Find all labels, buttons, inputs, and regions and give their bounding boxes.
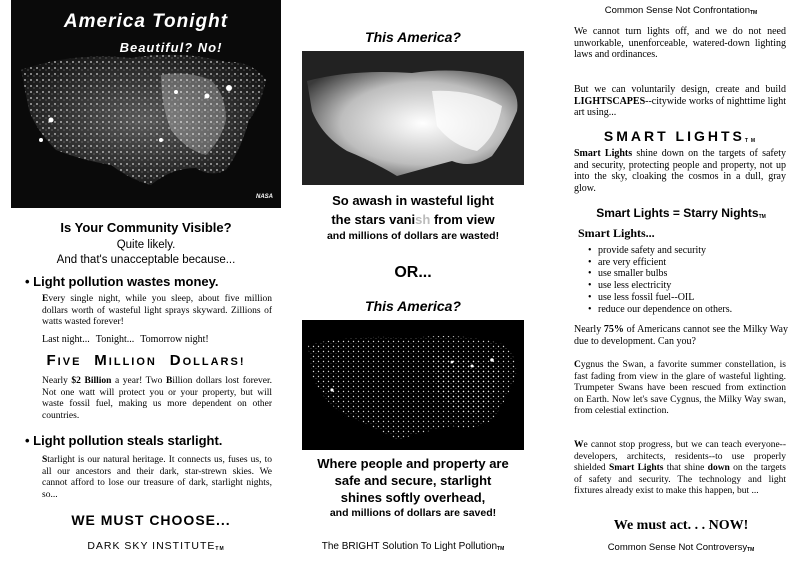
paragraph-lightscapes: But we can voluntarily design, create and build LIGHTSCAPES--citywide works of nighttime light art using...: [574, 84, 786, 118]
night-item: Last night...: [42, 334, 90, 345]
panel-left: [11, 0, 281, 576]
bright-us-map-graphic: [302, 51, 524, 185]
fading-text: sh: [415, 212, 431, 227]
panel-2-footer: The BRIGHT Solution To Light PollutionTM: [321, 541, 505, 552]
list-item: • use smaller bulbs: [598, 268, 810, 280]
smart-lights-list: [578, 245, 810, 315]
caption-2-line-2: safe and secure, starlight: [334, 473, 492, 488]
night-item: Tomorrow night!: [140, 334, 209, 345]
list-item: • provide safety and security: [598, 245, 810, 257]
point-2-paragraph: Starlight is our natural heritage. It connects us, fuses us, to all our ancestors and their dark, star-strewn skies. We cannot afford to lose our treasure of dark, starlight nights, so...: [42, 455, 272, 500]
panel-3-footer: Common Sense Not ControversyTM: [607, 542, 755, 553]
or-divider: OR...: [394, 264, 432, 281]
caption-2-line-1: Where people and property are: [317, 456, 509, 471]
dollars-paragraph: Nearly $2 Billion a year! Two Billion dollars lost forever. Not one watt will protect you or your property, but will waste fossil fuel, making us more dependent on other countries.: [42, 376, 272, 421]
visible-line-2: And that's unacceptable because...: [56, 254, 236, 266]
panel-right: [570, 0, 792, 576]
caption-2-line-4: and millions of dollars are saved!: [329, 507, 497, 519]
this-america-heading-2: This America?: [365, 298, 461, 314]
caption-2-line-3: shines softly overhead,: [340, 490, 486, 505]
list-item: • use less fossil fuel--OIL: [598, 292, 810, 304]
caption-1-line-3: and millions of dollars are wasted!: [326, 230, 500, 242]
list-item: • are very efficient: [598, 257, 810, 269]
photo-credit: NASA: [255, 194, 273, 200]
list-item: • reduce our dependence on others.: [598, 304, 810, 316]
panel-middle: [287, 0, 539, 576]
photo-title: America Tonight: [63, 11, 229, 32]
visible-line-1: Quite likely.: [116, 239, 176, 251]
point-1-paragraph: Every single night, while you sleep, about five million dollars worth of wasteful light sprays skyward. Zillions of watts wasted forever!: [42, 294, 272, 327]
us-night-satellite-photo: [11, 0, 281, 208]
this-america-heading-1: This America?: [365, 29, 461, 45]
act-now-heading: We must act. . . NOW!: [613, 518, 749, 533]
photo-subtitle: Beautiful? No!: [119, 40, 223, 55]
caption-1-line-2: the stars vanish from view: [331, 212, 495, 227]
smart-lit-america-photo: [302, 320, 524, 450]
panel-3-header: Common Sense Not ConfrontationTM: [604, 5, 758, 16]
smart-lights-title: SMART LIGHTSTM: [603, 128, 759, 144]
smart-lights-equation: Smart Lights = Starry NightsTM: [596, 206, 766, 220]
dark-us-map-graphic: [302, 320, 524, 450]
nights-line: [42, 334, 277, 345]
paragraph-milky-way: Nearly 75% of Americans cannot see the Milky Way due to development. Can you?: [574, 324, 788, 347]
light-polluted-america-photo: [302, 51, 524, 185]
caption-1-line-1: So awash in wasteful light: [332, 193, 494, 208]
paragraph-laws: We cannot turn lights off, and we do not need unworkable, unenforceable, watered-down lighting laws and ordinances.: [574, 26, 786, 60]
paragraph-cygnus: Cygnus the Swan, a favorite summer constellation, is fast fading from view in the glare of wasteful lighting. Trumpeter Swans have been rescued from extinction on Earth. Now let's save Cygnus, the Milky Way swan, from celestial extinction.: [574, 360, 786, 416]
five-million-dollars: FIVE MILLION DOLLARS!: [46, 352, 246, 369]
panel-1-footer: DARK SKY INSTITUTETM: [87, 540, 225, 552]
paragraph-smart-lights: Smart Lights shine down on the targets of safety and security, protecting people and property, not up into the sky, cloaking the cosmos in a dull, gray glow.: [574, 148, 786, 194]
must-choose: WE MUST CHOOSE...: [71, 512, 231, 528]
drop-initial: E: [42, 294, 49, 304]
point-1-heading: • Light pollution wastes money.: [25, 274, 219, 289]
visible-heading: Is Your Community Visible?: [60, 220, 232, 235]
paragraph-progress: We cannot stop progress, but we can teach everyone--developers, architects, residents--to use properly shielded Smart Lights that shine down on the targets of safety and security. The technology and light fixtures already exist to make this happen, but ...: [574, 440, 786, 496]
point-2-heading: • Light pollution steals starlight.: [25, 433, 223, 448]
list-item: • use less electricity: [598, 280, 810, 292]
night-item: Tonight...: [95, 334, 135, 345]
smart-lights-list-heading: Smart Lights...: [578, 226, 655, 240]
